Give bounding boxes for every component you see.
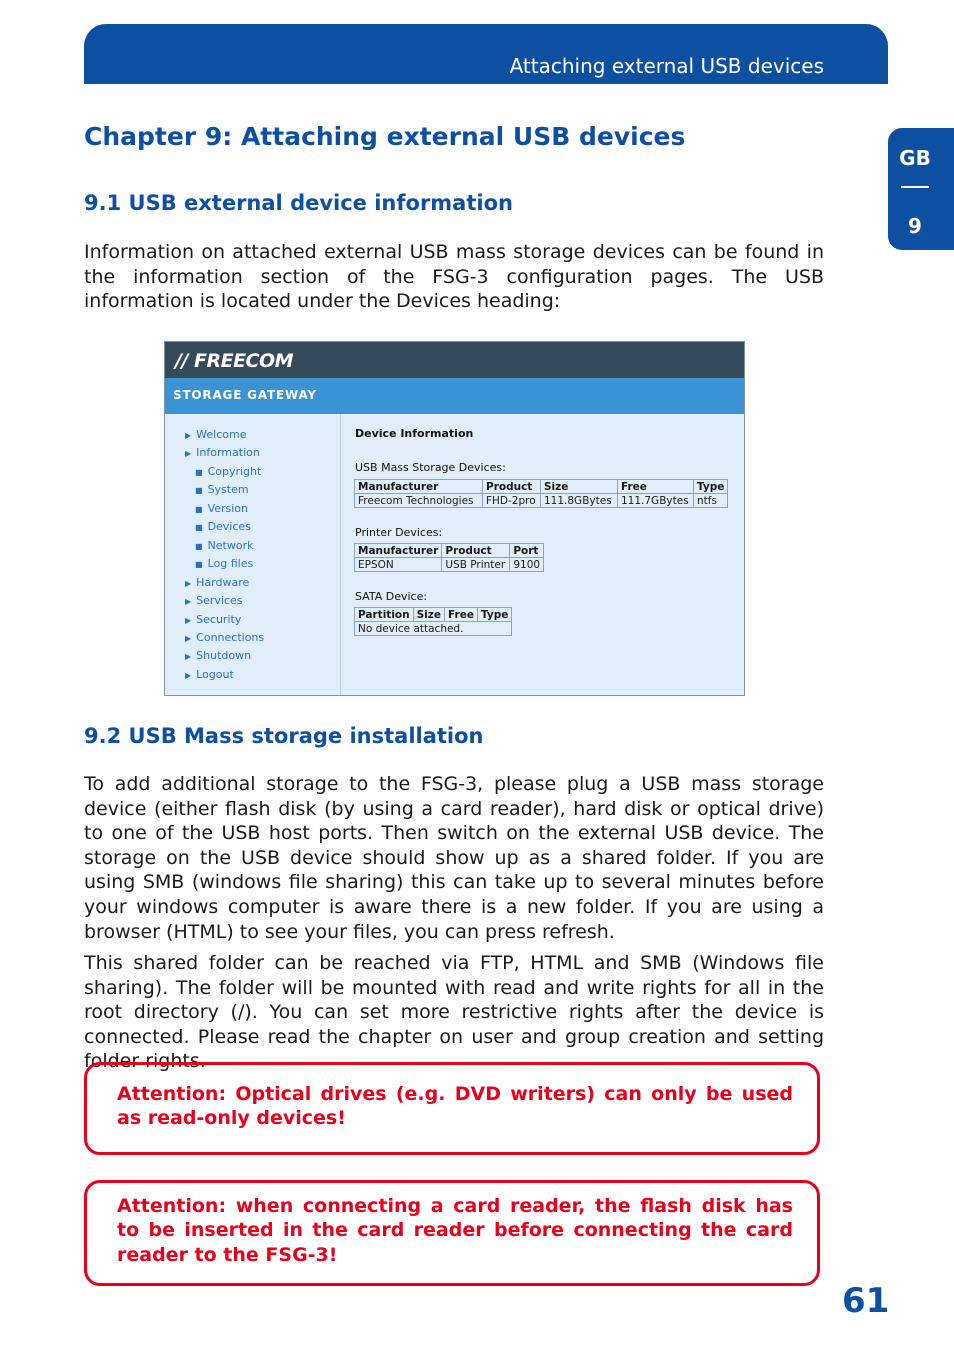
printer-devices-title: Printer Devices: [355, 526, 443, 539]
freecom-logo: // FREECOM [175, 350, 294, 372]
table-header-cell: Port [510, 544, 544, 558]
arrow-icon: ▶ [185, 579, 192, 588]
device-info-screenshot [164, 341, 745, 696]
section-2-paragraph-1: To add additional storage to the FSG-3, please plug a USB mass storage device (either flash disk (by using a card reader), hard disk or optical drive) to one of the USB host ports. Then switch on the external USB device. The storage on the USB device should show up as a shared folder. If you are using SMB (windows file sharing) this can take up to several minutes before your windows computer is aware there is a new folder. If you are using a browser (HTML) to see your files, you can press refresh. [84, 773, 824, 943]
table-cell: Freecom Technologies [355, 494, 483, 508]
table-cell: FHD-2pro [483, 494, 541, 508]
table-cell: ntfs [694, 494, 728, 508]
screenshot-nav [165, 414, 341, 695]
table-cell: 9100 [510, 558, 544, 572]
arrow-icon: ▶ [185, 634, 192, 643]
nav-item-devices[interactable]: ■ Devices [195, 520, 251, 533]
nav-item-services[interactable]: ▶ Services [185, 594, 243, 607]
chapter-number: 9 [908, 214, 922, 238]
table-header-cell: Type [478, 608, 512, 622]
table-cell: 111.7GBytes [618, 494, 694, 508]
table-cell: EPSON [355, 558, 442, 572]
nav-item-logout[interactable]: ▶ Logout [185, 668, 234, 681]
chapter-title: Chapter 9: Attaching external USB devices [84, 122, 686, 151]
attention-box-card-reader [84, 1180, 820, 1286]
arrow-icon: ▶ [185, 652, 192, 661]
sata-device-title: SATA Device: [355, 590, 428, 603]
bullet-icon: ■ [195, 468, 203, 477]
section-2-title: 9.2 USB Mass storage installation [84, 724, 484, 748]
sata-device-table [354, 607, 512, 636]
table-header-row [355, 480, 728, 494]
printer-devices-table [354, 543, 544, 572]
table-cell: No device attached. [355, 622, 512, 636]
nav-item-version[interactable]: ■ Version [195, 502, 249, 515]
bullet-icon: ■ [195, 505, 203, 514]
page-number: 61 [842, 1281, 890, 1321]
table-cell: USB Printer [442, 558, 510, 572]
nav-item-system[interactable]: ■ System [195, 483, 249, 496]
table-row [355, 558, 544, 572]
page-header-bar [84, 24, 888, 84]
bullet-icon: ■ [195, 486, 203, 495]
section-1-text: Information on attached external USB mass storage devices can be found in the information section of the FSG-3 configuration pages. The USB information is located under the Devices heading: [84, 241, 824, 313]
table-header-cell: Size [541, 480, 618, 494]
nav-item-network[interactable]: ■ Network [195, 539, 254, 552]
arrow-icon: ▶ [185, 597, 192, 606]
table-header-cell: Partition [355, 608, 414, 622]
table-row [355, 494, 728, 508]
product-name: STORAGE GATEWAY [173, 388, 317, 402]
section-2-paragraph-2: This shared folder can be reached via FTP, HTML and SMB (Windows file sharing). The folder will be mounted with read and write rights for all in the root directory (/). You can set more restrictive rights after the device is connected. Please read the chapter on user and group creation and setting folder rights. [84, 952, 824, 1073]
attention-text-optical: Attention: Optical drives (e.g. DVD writers) can only be used as read-only devices! [117, 1083, 793, 1130]
table-header-cell: Free [618, 480, 694, 494]
table-row [355, 622, 512, 636]
attention-box-optical [84, 1062, 820, 1155]
attention-text-card-reader: Attention: when connecting a card reader, the flash disk has to be inserted in the card reader before connecting the card reader to the FSG-3! [117, 1195, 793, 1266]
nav-item-shutdown[interactable]: ▶ Shutdown [185, 649, 252, 662]
nav-item-connections[interactable]: ▶ Connections [185, 631, 265, 644]
screenshot-title-bar [165, 378, 744, 414]
arrow-icon: ▶ [185, 449, 192, 458]
usb-devices-table [354, 479, 728, 508]
table-header-row [355, 608, 512, 622]
table-header-cell: Free [445, 608, 478, 622]
nav-item-security[interactable]: ▶ Security [185, 613, 242, 626]
device-information-title: Device Information [355, 427, 474, 440]
arrow-icon: ▶ [185, 616, 192, 625]
screenshot-logo-bar [165, 342, 744, 378]
bullet-icon: ■ [195, 560, 203, 569]
nav-item-information[interactable]: ▶ Information [185, 446, 260, 459]
table-header-cell: Product [442, 544, 510, 558]
section-1-title: 9.1 USB external device information [84, 191, 513, 215]
table-header-cell: Size [413, 608, 444, 622]
arrow-icon: ▶ [185, 671, 192, 680]
bullet-icon: ■ [195, 523, 203, 532]
table-header-cell: Manufacturer [355, 544, 442, 558]
nav-item-hardware[interactable]: ▶ Hardware [185, 576, 250, 589]
table-header-row [355, 544, 544, 558]
table-header-cell: Manufacturer [355, 480, 483, 494]
arrow-icon: ▶ [185, 431, 192, 440]
usb-devices-title: USB Mass Storage Devices: [355, 461, 506, 474]
table-header-cell: Type [694, 480, 728, 494]
header-title: Attaching external USB devices [509, 54, 824, 78]
nav-item-copyright[interactable]: ■ Copyright [195, 465, 262, 478]
nav-item-log-files[interactable]: ■ Log files [195, 557, 254, 570]
chapter-tab [888, 128, 954, 250]
tab-divider [901, 186, 929, 188]
language-label: GB [899, 146, 931, 170]
bullet-icon: ■ [195, 542, 203, 551]
nav-item-welcome[interactable]: ▶ Welcome [185, 428, 247, 441]
table-cell: 111.8GBytes [541, 494, 618, 508]
table-header-cell: Product [483, 480, 541, 494]
